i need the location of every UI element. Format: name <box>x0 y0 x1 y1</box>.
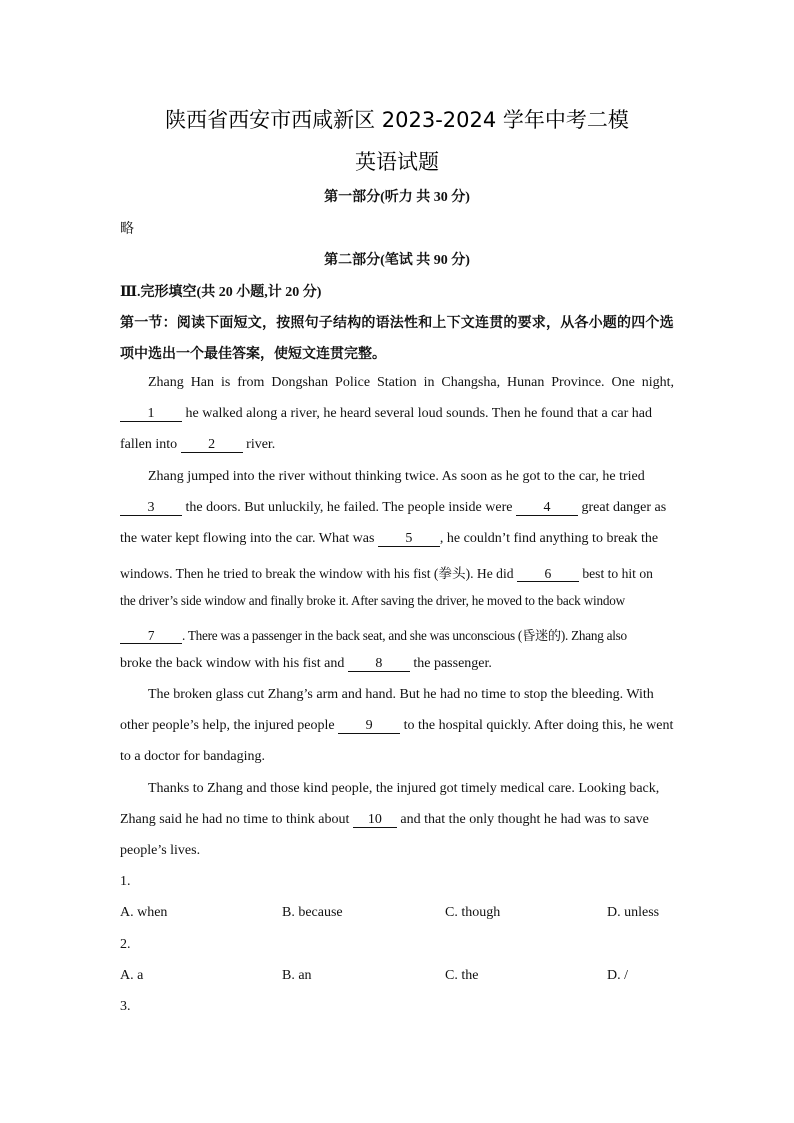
passage-line <box>120 812 649 828</box>
question-1-option-d[interactable]: D. unless <box>607 905 660 920</box>
question-1-option-c[interactable]: C. though <box>445 905 501 920</box>
passage-text: fallen into <box>120 437 181 452</box>
blank-8[interactable]: 8 <box>348 657 410 672</box>
question-1-option-a[interactable]: A. when <box>120 905 168 920</box>
passage-text: best to hit on <box>578 566 653 581</box>
passage-text: river. <box>242 437 276 452</box>
passage-line <box>120 406 674 422</box>
part2-heading: 第二部分(笔试 共 90 分) <box>324 253 470 268</box>
passage-line: people’s lives. <box>120 843 201 858</box>
blank-9[interactable]: 9 <box>338 719 400 734</box>
passage-line: The broken glass cut Zhang’s arm and hand. But he had no time to stop the bleeding. With <box>148 687 654 702</box>
passage-line <box>120 500 666 516</box>
passage-line: the driver’s side window and finally broke it. After saving the driver, he moved to the back window <box>120 593 625 608</box>
passage-line: Zhang jumped into the river without thinking twice. As soon as he got to the car, he tried <box>148 469 645 484</box>
instruction-line-2: 项中选出一个最佳答案，使短文连贯完整。 <box>120 347 386 362</box>
question-2-option-d[interactable]: D. / <box>607 968 628 983</box>
passage-line <box>120 625 627 644</box>
passage-text: great danger as <box>577 500 667 515</box>
question-2-option-a[interactable]: A. a <box>120 968 144 983</box>
blank-2[interactable]: 2 <box>181 438 243 453</box>
passage-text: the doors. But unluckily, he failed. The people inside were <box>182 500 516 515</box>
part1-content: 略 <box>120 222 134 237</box>
question-2-option-c[interactable]: C. the <box>445 968 479 983</box>
passage-text: he walked along a river, he heard several loud sounds. Then he found that a car had <box>182 406 652 421</box>
passage-text: windows. Then he tried to break the window with his fist (拳头). He did <box>120 566 517 581</box>
passage-line: Thanks to Zhang and those kind people, the injured got timely medical care. Looking back, <box>148 781 660 796</box>
passage-text: the passenger. <box>409 656 492 671</box>
passage-text: other people’s help, the injured people <box>120 718 339 733</box>
blank-4[interactable]: 4 <box>516 501 578 516</box>
blank-5[interactable]: 5 <box>378 532 440 547</box>
blank-10[interactable]: 10 <box>353 813 397 828</box>
question-number: 2. <box>120 937 131 952</box>
question-2-option-b[interactable]: B. an <box>282 968 312 983</box>
passage-line <box>120 718 673 734</box>
question-number: 3. <box>120 999 131 1014</box>
question-1-option-b[interactable]: B. because <box>282 905 343 920</box>
passage-line <box>120 562 653 582</box>
passage-text: , he couldn’t find anything to break the <box>439 531 659 546</box>
passage-text: . There was a passenger in the back seat, and she was unconscious (昏迷的). Zhang also <box>182 628 627 643</box>
passage-text: and that the only thought he had was to save <box>396 812 649 827</box>
passage-line <box>120 531 658 547</box>
passage-text: Zhang said he had no time to think about <box>120 812 353 827</box>
passage-line: to a doctor for bandaging. <box>120 749 266 764</box>
instruction-line-1: 第一节：阅读下面短文，按照句子结构的语法性和上下文连贯的要求，从各小题的四个选 <box>120 316 674 331</box>
exam-subtitle: 英语试题 <box>355 150 439 174</box>
blank-7[interactable]: 7 <box>120 629 182 644</box>
question-number: 1. <box>120 874 131 889</box>
section-heading: Ⅲ.完形填空(共 20 小题,计 20 分) <box>120 285 322 300</box>
blank-3[interactable]: 3 <box>120 501 182 516</box>
passage-line <box>120 437 275 453</box>
blank-6[interactable]: 6 <box>517 567 579 582</box>
passage-text: to the hospital quickly. After doing this, he went <box>400 718 674 733</box>
passage-line: Zhang Han is from Dongshan Police Station in Changsha, Hunan Province. One night, <box>148 375 674 390</box>
passage-text: the water kept flowing into the car. What was <box>120 531 378 546</box>
part1-heading: 第一部分(听力 共 30 分) <box>324 190 470 205</box>
passage-text: broke the back window with his fist and <box>120 656 348 671</box>
blank-1[interactable]: 1 <box>120 407 182 422</box>
exam-title: 陕西省西安市西咸新区 2023-2024 学年中考二模 <box>165 108 629 132</box>
passage-line <box>120 656 492 672</box>
